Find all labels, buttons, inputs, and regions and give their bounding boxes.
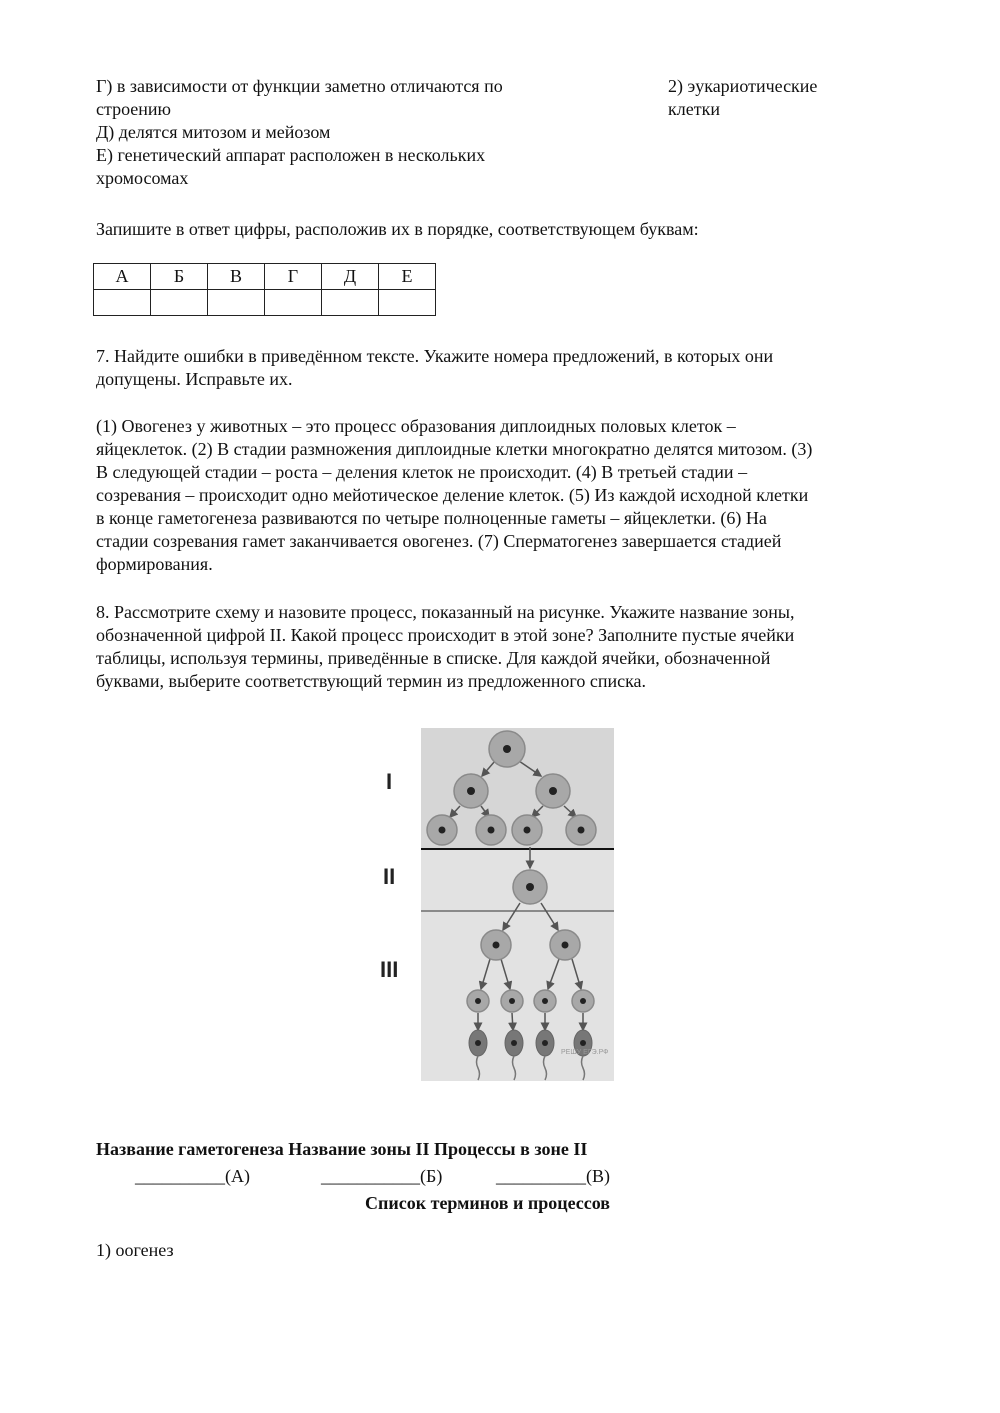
option-line: Д) делятся митозом и мейозом: [96, 122, 331, 142]
text-line: яйцеклеток. (2) В стадии размножения диплоидные клетки многократно делятся митозом. (3): [96, 439, 813, 459]
right-column-line: 2) эукариотические: [668, 76, 818, 96]
text-line: допущены. Исправьте их.: [96, 369, 293, 389]
zone-label-iii: III: [380, 957, 399, 982]
text-line: таблицы, используя термины, приведённые в списке. Для каждой ячейки, обозначенной: [96, 648, 771, 668]
list-title: Список терминов и процессов: [365, 1193, 611, 1213]
text-line: в конце гаметогенеза развиваются по четыре полноценные гаметы – яйцеклетки. (6) На: [96, 508, 767, 528]
option-line: Г) в зависимости от функции заметно отличаются по: [96, 76, 503, 96]
zone-label-i: I: [386, 769, 393, 794]
text-line: (1) Овогенез у животных – это процесс образования диплоидных половых клеток –: [96, 416, 736, 436]
text-line: стадии созревания гамет заканчивается овогенез. (7) Сперматогенез завершается стадией: [96, 531, 782, 551]
zone-label-ii: II: [383, 864, 396, 889]
text-line: созревания – происходит одно мейотическое деление клеток. (5) Из каждой исходной клетки: [96, 485, 809, 505]
answer-table-header: Название гаметогенеза Название зоны II Процессы в зоне II: [96, 1139, 588, 1159]
text-line: буквами, выберите соответствующий термин из предложенного списка.: [96, 671, 647, 691]
text-line: 8. Рассмотрите схему и назовите процесс, показанный на рисунке. Укажите название зоны,: [96, 602, 795, 622]
option-line: строению: [96, 99, 171, 119]
header-cell: Б: [151, 264, 208, 290]
header-cell: Г: [265, 264, 322, 290]
header-cell: А: [94, 264, 151, 290]
blank-v[interactable]: __________(В): [496, 1166, 610, 1186]
text-line: формирования.: [96, 554, 213, 574]
text-line: обозначенной цифрой II. Какой процесс происходит в этой зоне? Заполните пустые ячейки: [96, 625, 795, 645]
header-cell: Е: [379, 264, 436, 290]
instruction: Запишите в ответ цифры, расположив их в порядке, соответствующем буквам:: [96, 219, 699, 239]
header-cell: В: [208, 264, 265, 290]
header-cell: Д: [322, 264, 379, 290]
blank-b[interactable]: ___________(Б): [321, 1166, 443, 1186]
watermark: РЕШУ ЕГЭ.РФ: [561, 1049, 609, 1056]
option-line: хромосомах: [96, 168, 189, 188]
list-item: 1) оогенез: [96, 1240, 174, 1260]
blank-a[interactable]: __________(А): [135, 1166, 250, 1186]
text-line: 7. Найдите ошибки в приведённом тексте. Укажите номера предложений, в которых они: [96, 346, 774, 366]
text-line: В следующей стадии – роста – деления клеток не происходит. (4) В третьей стадии –: [96, 462, 748, 482]
option-line: Е) генетический аппарат расположен в нескольких: [96, 145, 486, 165]
right-column-line: клетки: [668, 99, 720, 119]
